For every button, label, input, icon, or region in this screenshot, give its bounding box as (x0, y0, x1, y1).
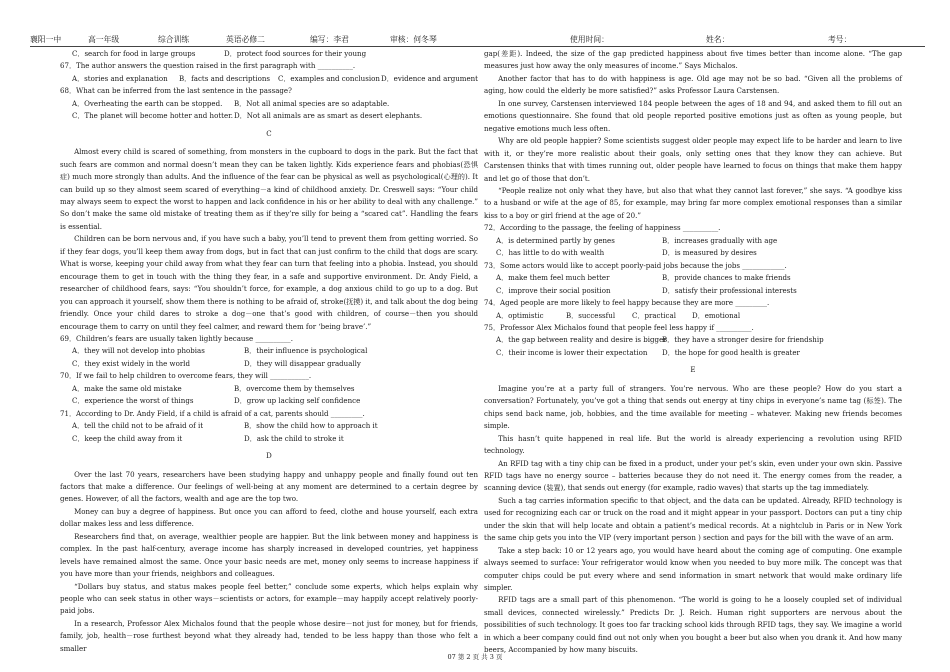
option-row: C．improve their social position D．satisfy their professional interests (496, 285, 797, 295)
question-70: 70．If we fail to help children to overcome fears, they will ___________. (60, 371, 312, 381)
header-time: 使用时间： (570, 35, 609, 44)
question-69: 69．Children’s fears are usually taken lightly because __________. (60, 333, 293, 343)
option-row: A．they will not develop into phobias B．their influence is psychological (72, 346, 368, 356)
passage-d-paragraph: Over the last 70 years, researchers have been studying happy and unhappy people and finally found out ten factors that make a difference. Our feelings of well-being at any moment are determined to a certain degree by genes. However, of all the factors, wealth and age are the top two. (60, 469, 478, 504)
option-row: A．Overheating the earth can be stopped. B．Not all animal species are so adaptable. (72, 98, 390, 108)
question-72: 72．According to the passage, the feeling of happiness __________. (484, 223, 721, 233)
passage-e-paragraph: This hasn’t quite happened in real life. But the world is already experiencing a revolution using RFID technology. (484, 433, 902, 456)
right-column (484, 48, 902, 657)
section-e-heading: E (690, 365, 696, 375)
passage-e-paragraph: Take a step back: 10 or 12 years ago, you would have heard about the coming age of computing. One example always seemed to surface: Your refrigerator would know when you needed to buy more milk. The concept was that computer chips could be put every where and send information in smart network that would make ordinary life simpler. (484, 545, 902, 593)
passage-d-paragraph: gap(差距). Indeed, the size of the gap predicted happiness about five times better than income alone. “The gap measures just how away the only measures of income.” Says Michalos. (484, 49, 902, 71)
header-school: 襄阳一中 (30, 35, 62, 44)
option-row: A．make them feel much better B．provide chances to make friends (496, 273, 791, 283)
section-c-heading: C (266, 128, 272, 138)
header-type: 综合训练 (158, 35, 190, 44)
passage-c-paragraph: Almost every child is scared of something, from monsters in the cupboard to dogs in the park. But the fact that such fears are common and normal doesn’t mean they can be taken lightly. Kids experience fears and phobias(恐惧症) much more strongly than adults. And the influence of the fear can be physical as well as psychological(心理的). It can build up so they almost seem scared of everything－a kind of childhood anxiety. Dr. Creswell says: “Your child may always seem to expect the worst to happen and lack confidence in his or her ability to deal with any challenge.” So don’t make the same old mistake of treating them as if they’re silly for being a “scared cat”. Handling the fears is essential. (60, 147, 478, 231)
passage-d-paragraph: Why are old people happier? Some scientists suggest older people may expect life to be harder and learn to live with it, or they’re more realistic about their goals, only setting ones that they know they can achieve. But Carstensen thinks that with times running out, older people have learned to focus on things that make them happy and let go of those that don’t. (484, 136, 902, 183)
passage-d-paragraph: “Dollars buy status, and status makes people feel better,” conclude some experts, which helps explain why people who can seek status in other ways－scientists or actors, for example－may happily accept relatively poorly-paid jobs. (60, 581, 478, 616)
left-column (60, 48, 478, 655)
option-row: C．experience the worst of things D．grow up lacking self confidence (72, 396, 361, 406)
passage-d-paragraph: “People realize not only what they have, but also that what they cannot last forever,” she says. “A goodbye kiss to a husband or wife at the age of 85, for example, may bring far more complex emotional responses than a similar kiss to a boy or girl friend at the age of 20.” (484, 185, 902, 220)
page-footer: 07 第 2 页 共 3 页 (447, 653, 503, 661)
question-75: 75．Professor Alex Michalos found that people feel less happy if __________. (484, 322, 754, 332)
option-row: A．make the same old mistake B．overcome them by themselves (72, 383, 355, 393)
question-68: 68．What can be inferred from the last sentence in the passage? (60, 86, 292, 96)
header-number: 考号： (828, 35, 852, 44)
passage-d-paragraph: Researchers find that, on average, wealthier people are happier. But the link between money and happiness is complex. In the past half-century, average income has sharply increased in developed countries, yet happiness levels have remained almost the same. Once your basic needs are met, money only seems to increase happiness if you have more than your friends, neighbors and colleagues. (60, 531, 478, 579)
question-71: 71．According to Dr. Andy Field, if a child is afraid of a cat, parents should _________. (60, 408, 365, 418)
option-row: A．optimistic B．successful C．practical D．emotional (496, 310, 741, 320)
header-name: 姓名： (706, 35, 730, 44)
option-row: C．keep the child away from it D．ask the child to stroke it (72, 433, 344, 443)
question-74: 74．Aged people are more likely to feel happy because they are more _________. (484, 298, 770, 308)
header-grade: 高一年级 (88, 35, 120, 44)
option-row: C．their income is lower their expectation D．the hope for good health is greater (496, 347, 800, 357)
option-row: A．is determined partly by genes B．increases gradually with age (496, 235, 778, 245)
question-67: 67．The author answers the question raised in the first paragraph with __________. (60, 61, 356, 71)
option-row: A．tell the child not to be afraid of it B．show the child how to approach it (72, 421, 378, 431)
question-73: 73．Some actors would like to accept poorly-paid jobs because the jobs ____________. (484, 260, 787, 270)
option-row: C．they exist widely in the world D．they will disappear gradually (72, 358, 361, 368)
option-row: C．search for food in large groups D．protect food sources for their young (72, 49, 367, 58)
passage-d-paragraph: Money can buy a degree of happiness. But once you can afford to feed, clothe and house yourself, each extra dollar makes less and less difference. (60, 506, 478, 529)
passage-d-paragraph: Another factor that has to do with happiness is age. Old age may not be so bad. “Given all the problems of aging, how could the elderly be more satisfied?” asks Professor Laura Carstensen. (484, 73, 902, 96)
page-header (30, 34, 925, 47)
passage-c-paragraph: Children can be born nervous and, if you have such a baby, you’ll tend to prevent them from getting worried. So if they fear dogs, you’ll keep them away from dogs, but in fact that can just confirm to the child that dogs are scary. What is worse, keeping your child away from what they fear can turn that feeling into a phobia. Instead, you should encourage them to get in touch with the thing they fear, in a safe and supportive environment. Dr. Andy Field, a researcher of childhood fears, says: “You shouldn’t force, for example, a dog anxious child to go up to a dog. But you can approach it yourself, show them there is nothing to be afraid of, stroke(抚摸) it, and talk about the dog being friendly. Once your child dares to stroke a dog－one that’s good with children, of course－then you should encourage them to carry on until they feel calmer, and reward them for ‘being brave’.” (60, 234, 478, 331)
option-row: C．has little to do with wealth D．is measured by desires (496, 248, 757, 258)
passage-e-paragraph: Imagine you’re at a party full of strangers. You’re nervous. Who are these people? How do you start a conversation? Fortunately, you’ve got a thing that sends out energy at tiny chips in everyone’s name tag (标签). The chips send back name, job, hobbies, and the time available for meeting – whatever. Making new friends becomes simple. (484, 383, 902, 431)
header-book: 英语必修二 (226, 35, 265, 44)
header-editor: 编写：李君 (310, 35, 349, 44)
option-row: A．stories and explanation B．facts and descriptions C．examples and conclusion D．evidence and argument (72, 73, 478, 83)
passage-d-paragraph: In one survey, Carstensen interviewed 184 people between the ages of 18 and 94, and asked them to fill out an emotions questionnaire. She found that old people reported positive emotions just as often as young people, but negative emotions much less often. (484, 98, 902, 133)
passage-d-paragraph: In a research, Professor Alex Michalos found that the people whose desire－not just for money, but for friends, family, job, health－rose furthest beyond what they already had, tended to be less happy than those who felt a smaller (60, 618, 478, 653)
header-reviewer: 审核：何冬琴 (390, 35, 437, 44)
passage-e-paragraph: Such a tag carries information specific to that object, and the data can be updated. Already, RFID technology is used for recognizing each car or truck on the road and it might appear in your passport. Doctors can put a tiny chip under the skin that will help locate and obtain a patient’s medical records. At a nightclub in Paris or in New York the same chip gets you into the VIP (very important person ) section and pays for the bill with the wave of an arm. (484, 495, 902, 543)
passage-e-paragraph: RFID tags are a small part of this phenomenon. “The world is going to he a loosely coupled set of individual small devices, connected wirelessly.” Predicts Dr. J. Reich. Human right supporters are nervous about the possibilities of such technology. It goes too far tracking school kids through RFID tags, they say. We imagine a world in which a beer company could find out not only when you bought a beer but also when you drank it. And how many beers, Accompanied by how many biscuits. (484, 595, 902, 655)
option-row: A．the gap between reality and desire is bigger B．they have a stronger desire for friendship (496, 335, 824, 345)
option-row: C．The planet will become hotter and hotter. D．Not all animals are as smart as desert elephants. (72, 111, 423, 121)
passage-e-paragraph: An RFID tag with a tiny chip can be fixed in a product, under your pet’s skin, even under your own skin. Passive RFID tags have no energy source – batteries because they do not need it. The energy comes from the reader, a scanning device (装置), that sends out energy (for example, radio waves) that starts up the tag immediately. (484, 458, 902, 493)
section-d-heading: D (266, 451, 272, 461)
